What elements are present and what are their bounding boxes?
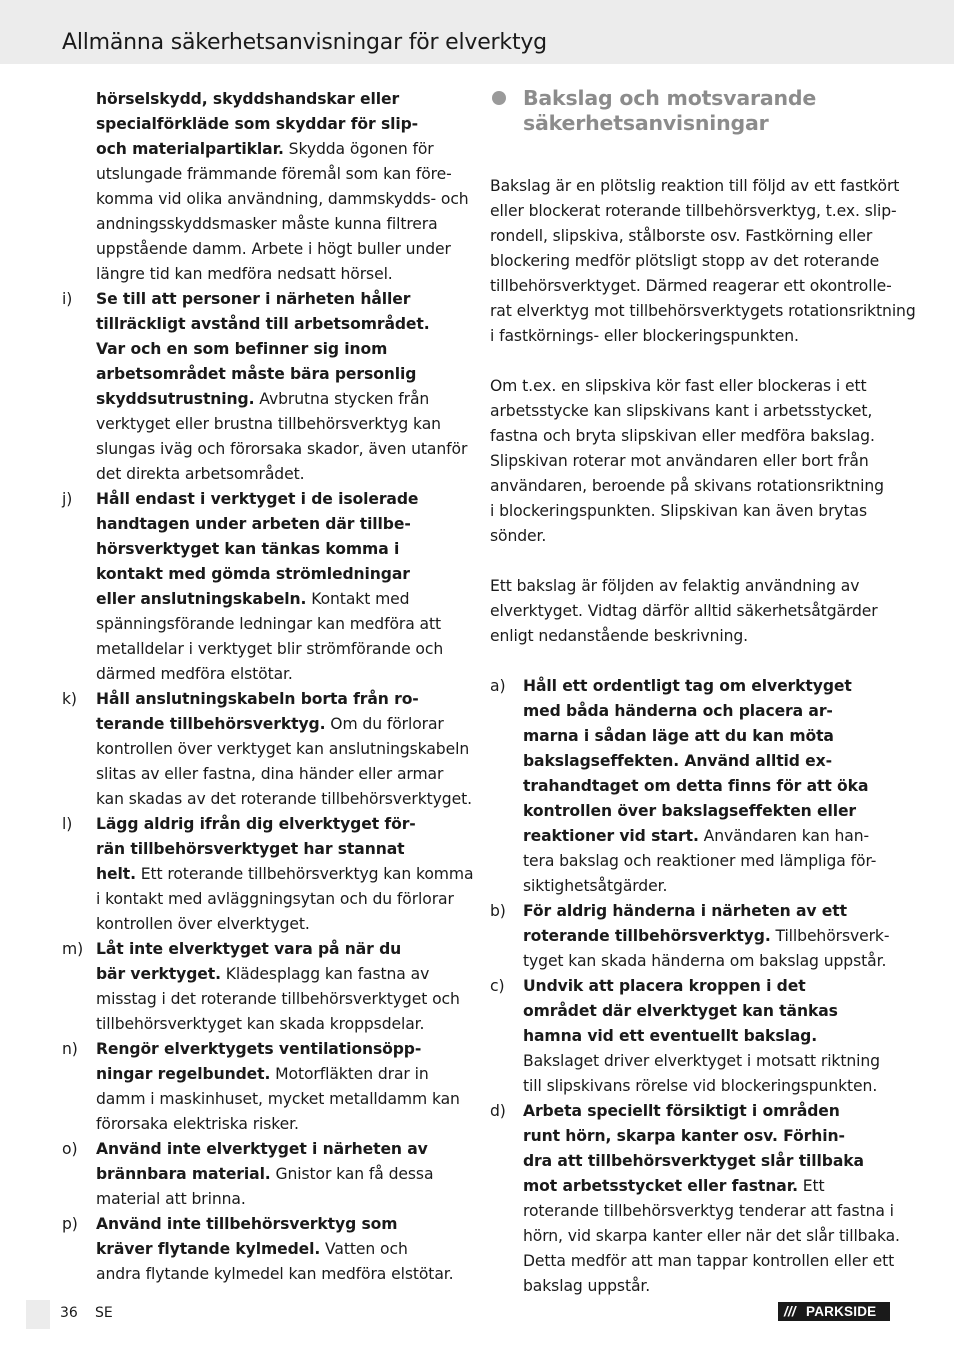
item-body-line: kontrollen över elverktyget. bbox=[96, 915, 310, 933]
section-heading bbox=[490, 86, 894, 136]
list-item-label: c) bbox=[490, 977, 505, 995]
item-mixed-line bbox=[96, 1162, 466, 1187]
list-item bbox=[490, 974, 894, 1099]
item-bold-line: området där elverktyget kan tänkas bbox=[523, 1002, 838, 1020]
footer-tab bbox=[26, 1300, 50, 1329]
item-bold-line: Låt inte elverktyget vara på när du bbox=[96, 940, 402, 958]
list-item-label: p) bbox=[62, 1215, 78, 1233]
paragraph-line: i blockeringspunkten. Slipskivan kan även brytas bbox=[490, 502, 868, 520]
parkside-logo bbox=[778, 1302, 890, 1321]
item-body-line: Bakslaget driver elverktyget i motsatt riktning bbox=[523, 1052, 880, 1070]
item-body-text: Ett bbox=[797, 1177, 825, 1195]
item-body-line: kontrollen över verktyget kan anslutningskabeln bbox=[96, 740, 470, 758]
list-item bbox=[490, 899, 894, 974]
item-body-line: spänningsförande ledningar kan medföra att bbox=[96, 615, 442, 633]
item-mixed-line bbox=[96, 587, 466, 612]
item-body-line: därmed medföra elstötar. bbox=[96, 665, 293, 683]
item-bold-text: helt. bbox=[96, 865, 136, 883]
item-bold-text: terande tillbehörsverktyg. bbox=[96, 715, 326, 733]
item-body-line: förorsaka elektriska risker. bbox=[96, 1115, 299, 1133]
paragraph-line: fastna och bryta slipskivan eller medföra bakslag. bbox=[490, 427, 875, 445]
item-body-line: metalldelar i verktyget blir strömförande och bbox=[96, 640, 444, 658]
item-body-text: Klädesplagg kan fastna av bbox=[220, 965, 430, 983]
item-body-text: Ett roterande tillbehörsverktyg kan komma bbox=[135, 865, 474, 883]
list-item bbox=[490, 674, 894, 899]
item-bold-line: Håll anslutningskabeln borta från ro- bbox=[96, 690, 419, 708]
item-bold-line: Lägg aldrig ifrån dig elverktyget för- bbox=[96, 815, 416, 833]
item-mixed-line bbox=[523, 924, 894, 949]
list-item-label: o) bbox=[62, 1140, 78, 1158]
list-item-label: m) bbox=[62, 940, 84, 958]
item-body-line: i kontakt med avläggningsytan och du förlorar bbox=[96, 890, 454, 908]
item-bold-line: marna i sådan läge att du kan möta bbox=[523, 727, 834, 745]
paragraph-line: sönder. bbox=[490, 527, 547, 545]
item-bold-line: Var och en som befinner sig inom bbox=[96, 340, 388, 358]
list-item bbox=[490, 1099, 900, 1299]
item-bold-line: Arbeta speciellt försiktigt i områden bbox=[523, 1102, 840, 1120]
list-item-label: k) bbox=[62, 690, 77, 708]
list-item bbox=[62, 487, 466, 687]
item-bold-line: kontrollen över bakslagseffekten eller bbox=[523, 802, 857, 820]
item-mixed-line bbox=[96, 137, 466, 162]
item-body-text: Skydda ögonen för bbox=[283, 140, 434, 158]
item-bold-line: Använd inte tillbehörsverktyg som bbox=[96, 1215, 398, 1233]
item-mixed-line bbox=[96, 862, 474, 887]
item-bold-line: Använd inte elverktyget i närheten av bbox=[96, 1140, 428, 1158]
page-title: Allmänna säkerhetsanvisningar för elverktyg bbox=[62, 30, 547, 55]
item-bold-line: Undvik att placera kroppen i det bbox=[523, 977, 806, 995]
item-body-line: slungas iväg och förorsaka skador, även utanför bbox=[96, 440, 468, 458]
item-body-line: siktighetsåtgärder. bbox=[523, 877, 668, 895]
paragraph-line: enligt nedanstående beskrivning. bbox=[490, 627, 749, 645]
item-bold-line: dra att tillbehörsverktyget slår tillbaka bbox=[523, 1152, 864, 1170]
item-body-text: Avbrutna stycken från bbox=[254, 390, 430, 408]
list-item-label: j) bbox=[62, 490, 73, 508]
item-bold-text: kräver flytande kylmedel. bbox=[96, 1240, 321, 1258]
item-mixed-line bbox=[96, 387, 466, 412]
item-body-line: hörn, vid skarpa kanter eller när det slår tillbaka. bbox=[523, 1227, 900, 1245]
item-bold-line: runt hörn, skarpa kanter osv. Förhin- bbox=[523, 1127, 845, 1145]
item-mixed-line bbox=[96, 1237, 466, 1262]
item-mixed-line bbox=[96, 712, 466, 737]
section-heading-line: Bakslag och motsvarande bbox=[523, 86, 817, 110]
item-bold-line: med båda händerna och placera ar- bbox=[523, 702, 833, 720]
paragraph-line: Bakslag är en plötslig reaktion till följd av ett fastkört bbox=[490, 177, 900, 195]
item-bold-text: mot arbetsstycket eller fastnar. bbox=[523, 1177, 798, 1195]
item-mixed-line bbox=[96, 962, 466, 987]
paragraph-line: arbetsstycke kan slipskivans kant i arbetsstycket, bbox=[490, 402, 873, 420]
item-bold-line: trahandtaget om detta finns för att öka bbox=[523, 777, 869, 795]
item-bold-text: brännbara material. bbox=[96, 1165, 271, 1183]
item-bold-line: Håll endast i verktyget i de isolerade bbox=[96, 490, 419, 508]
item-bold-line: Håll ett ordentligt tag om elverktyget bbox=[523, 677, 852, 695]
item-body-line: verktyget eller brustna tillbehörsverktyg kan bbox=[96, 415, 441, 433]
item-body-text: Motorfläkten drar in bbox=[270, 1065, 429, 1083]
list-item bbox=[62, 1137, 466, 1212]
item-bold-line: specialförkläde som skyddar för slip- bbox=[96, 115, 419, 133]
paragraph-line: Ett bakslag är följden av felaktig användning av bbox=[490, 577, 860, 595]
list-item-label: d) bbox=[490, 1102, 506, 1120]
paragraph-line: rondell, slipskiva, stålborste osv. Fastkörning eller bbox=[490, 227, 873, 245]
list-item bbox=[62, 687, 472, 812]
paragraph-line: elverktyget. Vidtag därför alltid säkerhetsåtgärder bbox=[490, 602, 878, 620]
item-bold-line: bakslagseffekten. Använd alltid ex- bbox=[523, 752, 832, 770]
list-item-continued bbox=[62, 87, 469, 287]
logo-stripes: /// bbox=[784, 1304, 796, 1319]
item-body-line: material att brinna. bbox=[96, 1190, 246, 1208]
item-body-line: andningsskyddsmasker måste kunna filtrera bbox=[96, 215, 438, 233]
item-bold-line: kontakt med gömda strömledningar bbox=[96, 565, 410, 583]
item-bold-line: hörselskydd, skyddshandskar eller bbox=[96, 90, 400, 108]
list-item bbox=[62, 1037, 466, 1137]
paragraph bbox=[490, 574, 894, 649]
item-body-line: uppstående damm. Arbete i högt buller under bbox=[96, 240, 451, 258]
paragraph bbox=[490, 374, 894, 549]
paragraph bbox=[490, 174, 916, 349]
paragraph-line: tillbehörsverktyget. Därmed reagerar ett okontrolle- bbox=[490, 277, 892, 295]
item-bold-line: Se till att personer i närheten håller bbox=[96, 290, 411, 308]
item-bold-line: tillräckligt avstånd till arbetsområdet. bbox=[96, 315, 430, 333]
item-body-line: tyget kan skada händerna om bakslag uppstår. bbox=[523, 952, 887, 970]
paragraph-line: eller blockerat roterande tillbehörsverktyg, t.ex. slip- bbox=[490, 202, 897, 220]
list-item bbox=[62, 287, 466, 487]
bullet-icon bbox=[492, 91, 506, 105]
item-body-line: andra flytande kylmedel kan medföra elstötar. bbox=[96, 1265, 454, 1283]
item-body-text: Om du förlorar bbox=[325, 715, 444, 733]
item-body-line: bakslag uppstår. bbox=[523, 1277, 651, 1295]
item-body-line: Detta medför att man tappar kontrollen eller ett bbox=[523, 1252, 895, 1270]
item-body-line: utslungade främmande föremål som kan före- bbox=[96, 165, 452, 183]
right-column bbox=[490, 86, 916, 1299]
list-item bbox=[62, 812, 474, 937]
item-bold-text: ningar regelbundet. bbox=[96, 1065, 271, 1083]
item-bold-text: bär verktyget. bbox=[96, 965, 221, 983]
item-body-text: Tillbehörsverk- bbox=[770, 927, 890, 945]
item-bold-text: och materialpartiklar. bbox=[96, 140, 284, 158]
item-bold-line: hamna vid ett eventuellt bakslag. bbox=[523, 1027, 818, 1045]
item-body-text: Vatten och bbox=[320, 1240, 408, 1258]
left-column bbox=[62, 87, 474, 1287]
list-item-label: b) bbox=[490, 902, 506, 920]
language-code: SE bbox=[95, 1305, 113, 1321]
item-body-text: Kontakt med bbox=[306, 590, 410, 608]
paragraph-line: Om t.ex. en slipskiva kör fast eller blockeras i ett bbox=[490, 377, 867, 395]
item-bold-line: Rengör elverktygets ventilationsöpp- bbox=[96, 1040, 422, 1058]
list-item bbox=[62, 937, 466, 1037]
list-item-label: n) bbox=[62, 1040, 78, 1058]
item-bold-line: För aldrig händerna i närheten av ett bbox=[523, 902, 847, 920]
item-mixed-line bbox=[96, 1062, 466, 1087]
list-item-label: l) bbox=[62, 815, 73, 833]
paragraph-line: blockering medför plötsligt stopp av det roterande bbox=[490, 252, 880, 270]
item-bold-line: handtagen under arbeten där tillbe- bbox=[96, 515, 411, 533]
logo-text: PARKSIDE bbox=[806, 1304, 877, 1319]
item-mixed-line bbox=[523, 824, 894, 849]
item-bold-line: hörsverktyget kan tänkas komma i bbox=[96, 540, 400, 558]
item-bold-text: skyddsutrustning. bbox=[96, 390, 255, 408]
item-body-line: slitas av eller fastna, dina händer eller armar bbox=[96, 765, 444, 783]
list-item-label: a) bbox=[490, 677, 506, 695]
item-bold-text: reaktioner vid start. bbox=[523, 827, 699, 845]
item-body-line: misstag i det roterande tillbehörsverktyget och bbox=[96, 990, 460, 1008]
paragraph-line: i fastkörnings- eller blockeringspunkten. bbox=[490, 327, 799, 345]
item-body-line: tillbehörsverktyget kan skada kroppsdelar. bbox=[96, 1015, 425, 1033]
item-body-line: det direkta arbetsområdet. bbox=[96, 465, 305, 483]
item-body-line: roterande tillbehörsverktyg tenderar att fastna i bbox=[523, 1202, 894, 1220]
list-item bbox=[62, 1212, 466, 1287]
section-heading-line: säkerhetsanvisningar bbox=[523, 111, 769, 135]
paragraph-line: Slipskivan roterar mot användaren eller bort från bbox=[490, 452, 869, 470]
item-bold-line: rän tillbehörsverktyget har stannat bbox=[96, 840, 405, 858]
page-header bbox=[0, 0, 954, 64]
item-body-line: tera bakslag och reaktioner med lämpliga för- bbox=[523, 852, 877, 870]
paragraph-line: användaren, beroende på skivans rotationsriktning bbox=[490, 477, 884, 495]
item-body-text: Användaren kan han- bbox=[698, 827, 870, 845]
item-body-text: Gnistor kan få dessa bbox=[270, 1165, 434, 1183]
item-body-line: damm i maskinhuset, mycket metalldamm kan bbox=[96, 1090, 460, 1108]
item-body-line: komma vid olika användning, dammskydds- och bbox=[96, 190, 469, 208]
item-bold-text: eller anslutningskabeln. bbox=[96, 590, 307, 608]
item-bold-text: roterande tillbehörsverktyg. bbox=[523, 927, 771, 945]
list-item-label: i) bbox=[62, 290, 73, 308]
item-bold-line: arbetsområdet måste bära personlig bbox=[96, 365, 417, 383]
paragraph-line: rat elverktyg mot tillbehörsverktygets rotationsriktning bbox=[490, 302, 916, 320]
item-body-line: kan skadas av det roterande tillbehörsverktyget. bbox=[96, 790, 472, 808]
item-mixed-line bbox=[523, 1174, 894, 1199]
page-number: 36 bbox=[60, 1305, 78, 1321]
item-body-line: längre tid kan medföra nedsatt hörsel. bbox=[96, 265, 393, 283]
item-body-line: till slipskivans rörelse vid blockeringspunkten. bbox=[523, 1077, 878, 1095]
